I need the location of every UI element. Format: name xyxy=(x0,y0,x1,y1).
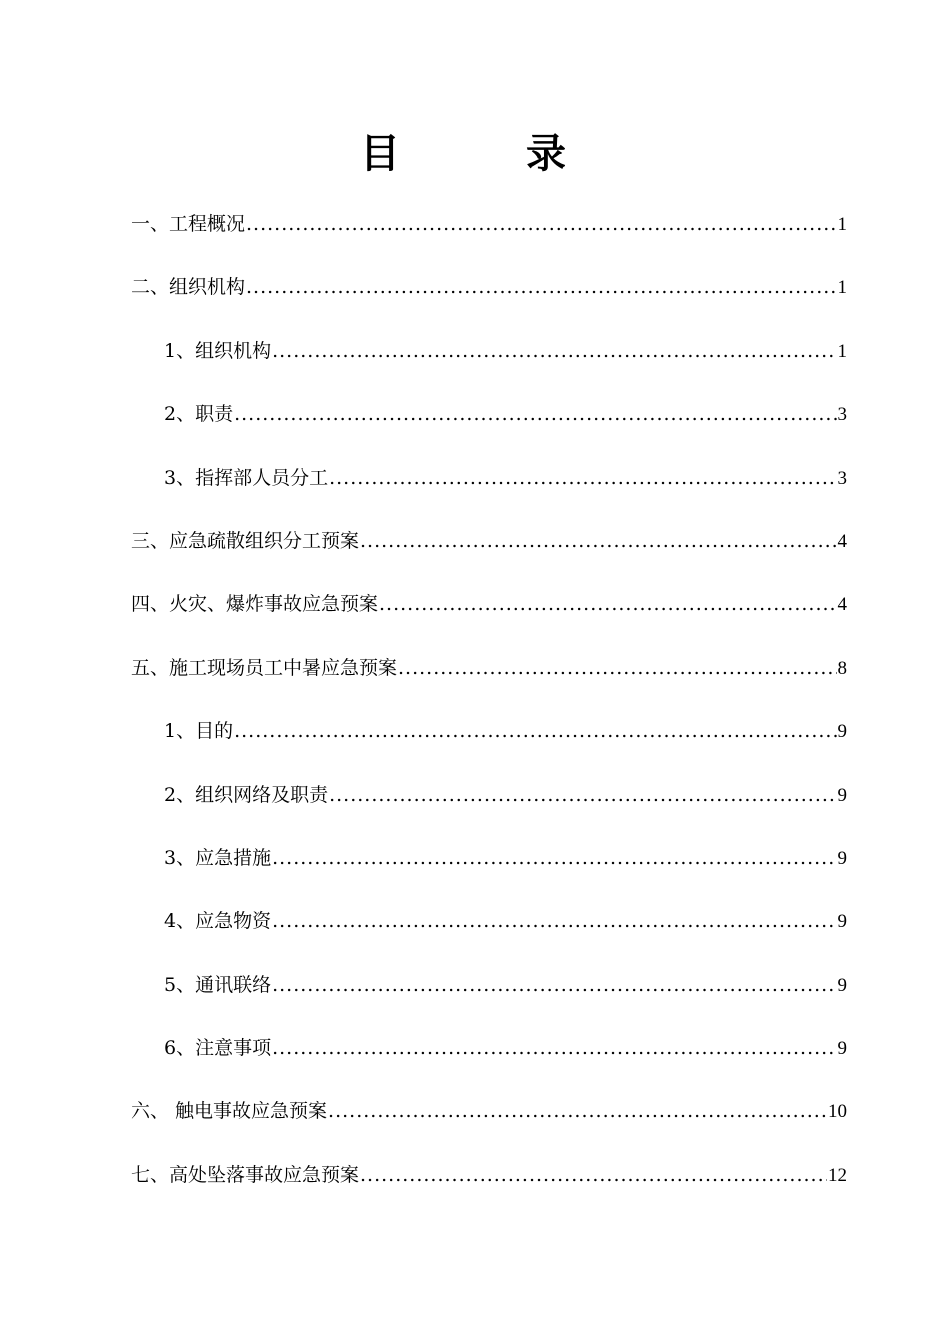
toc-page-number: 10 xyxy=(828,1101,847,1123)
toc-subentry[interactable] xyxy=(131,392,847,455)
toc-dot-leader xyxy=(246,202,836,246)
toc-page-number: 3 xyxy=(837,467,847,489)
toc-dot-leader xyxy=(272,1026,836,1070)
toc-entry-label: 1、组织机构 xyxy=(164,339,272,362)
toc-page-number: 9 xyxy=(837,974,847,996)
toc-subentry[interactable] xyxy=(131,1026,847,1089)
toc-entry-label: 2、职责 xyxy=(164,403,234,426)
toc-dot-leader xyxy=(398,646,836,690)
toc-entry[interactable] xyxy=(131,519,847,582)
toc-page-number: 9 xyxy=(837,847,847,869)
toc-entry-label: 七、高处坠落事故应急预案 xyxy=(131,1163,360,1186)
toc-entry-label: 3、应急措施 xyxy=(164,846,272,869)
toc-dot-leader xyxy=(329,456,836,500)
toc-dot-leader xyxy=(360,1153,827,1197)
toc-page-number: 9 xyxy=(837,784,847,806)
toc-entry-label: 二、组织机构 xyxy=(131,276,246,299)
toc-page-number: 4 xyxy=(837,594,847,616)
toc-dot-leader xyxy=(272,963,836,1007)
toc-entry-label: 五、施工现场员工中暑应急预案 xyxy=(131,656,398,679)
toc-entry[interactable] xyxy=(131,1089,847,1152)
toc-subentry[interactable] xyxy=(131,899,847,962)
toc-dot-leader xyxy=(272,329,836,373)
toc-entry-label: 2、组织网络及职责 xyxy=(164,783,329,806)
toc-entry-label: 6、注意事项 xyxy=(164,1037,272,1060)
toc-page-number: 1 xyxy=(837,277,847,299)
toc-page-number: 4 xyxy=(837,530,847,552)
toc-page-number: 9 xyxy=(837,721,847,743)
toc-page-number: 9 xyxy=(837,911,847,933)
toc-entry-label: 5、通讯联络 xyxy=(164,973,272,996)
toc-entry-label: 4、应急物资 xyxy=(164,910,272,933)
toc-subentry[interactable] xyxy=(131,329,847,392)
toc-page-number: 3 xyxy=(837,404,847,426)
toc-entry[interactable] xyxy=(131,1153,847,1216)
toc-subentry[interactable] xyxy=(131,709,847,772)
toc-subentry[interactable] xyxy=(131,456,847,519)
toc-page-number: 8 xyxy=(837,657,847,679)
toc-dot-leader xyxy=(328,1089,827,1133)
toc-page-number: 1 xyxy=(837,340,847,362)
toc-entry-label: 四、火灾、爆炸事故应急预案 xyxy=(131,593,379,616)
toc-entry[interactable] xyxy=(131,265,847,328)
toc-entry-label: 一、工程概况 xyxy=(131,213,246,235)
toc-page-number: 1 xyxy=(837,214,847,235)
toc-subentry[interactable] xyxy=(131,836,847,899)
toc-page-number: 12 xyxy=(828,1164,847,1186)
toc-dot-leader xyxy=(272,899,836,943)
toc-entry-label: 1、目的 xyxy=(164,720,234,743)
toc-title: 目 录 xyxy=(360,130,622,177)
toc-entry[interactable] xyxy=(131,646,847,709)
toc-entry[interactable] xyxy=(131,202,847,265)
toc-subentry[interactable] xyxy=(131,963,847,1026)
toc-dot-leader xyxy=(379,582,836,626)
toc-entry-label: 3、指挥部人员分工 xyxy=(164,466,329,489)
toc-dot-leader xyxy=(329,773,836,817)
toc-subentry[interactable] xyxy=(131,773,847,836)
toc-dot-leader xyxy=(246,265,836,309)
toc-entry-label: 六、 触电事故应急预案 xyxy=(131,1100,328,1123)
toc-dot-leader xyxy=(272,836,836,880)
toc-page-number: 9 xyxy=(837,1038,847,1060)
toc-entry[interactable] xyxy=(131,582,847,645)
toc-dot-leader xyxy=(360,519,836,563)
toc-entry-label: 三、应急疏散组织分工预案 xyxy=(131,529,360,552)
toc-list xyxy=(131,202,847,1216)
toc-dot-leader xyxy=(234,709,836,753)
toc-dot-leader xyxy=(234,392,836,436)
